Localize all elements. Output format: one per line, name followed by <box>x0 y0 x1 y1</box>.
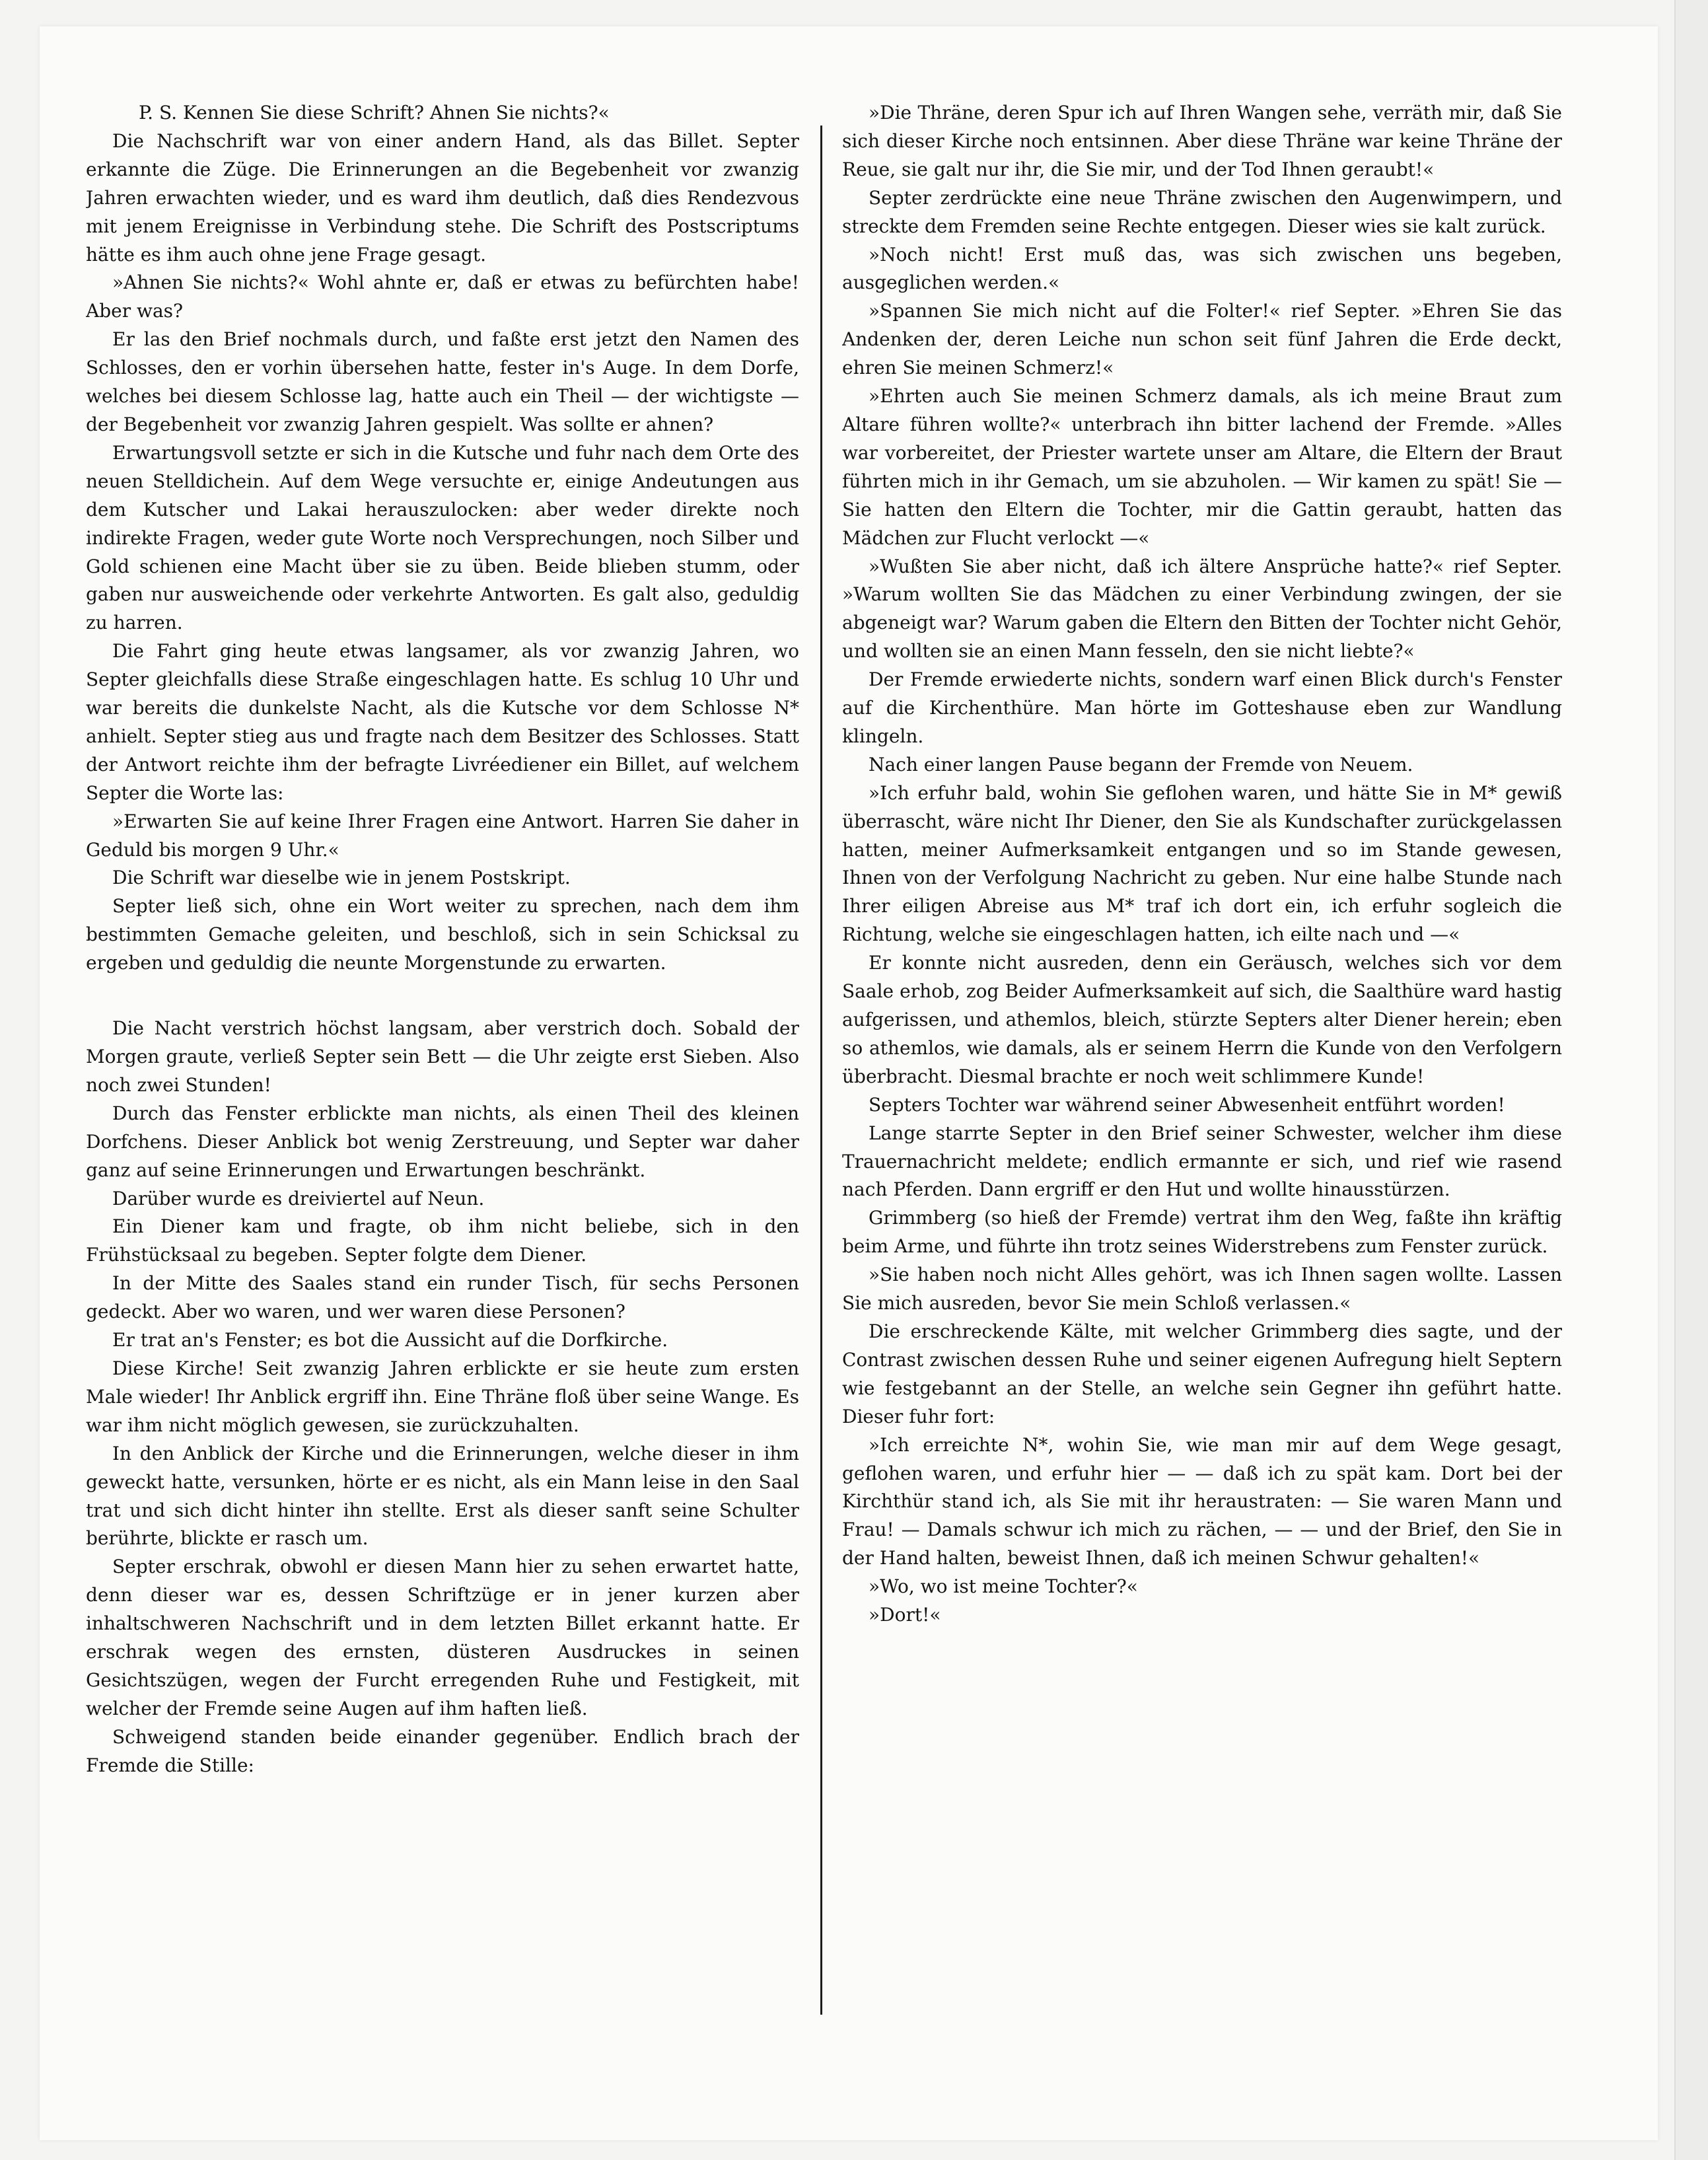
paragraph: »Ich erfuhr bald, wohin Sie geflohen waren, und hätte Sie in M* gewiß überrascht, wäre nicht Ihr Diener, den Sie als Kundschafter zurückgelassen hatten, meiner Aufmerksamkeit entgangen und so im Stande gewesen, Ihnen von der Verfolgung Nachricht zu geben. Nur eine halbe Stunde nach Ihrer eiligen Abreise aus M* traf ich dort ein, ich erfuhr sogleich die Richtung, welche sie eingeschlagen hatten, ich eilte nach und —« <box>842 781 1562 946</box>
paragraph: Erwartungsvoll setzte er sich in die Kutsche und fuhr nach dem Orte des neuen Stelldichein. Auf dem Wege versuchte er, einige Andeutungen aus dem Kutscher und Lakai herauszulocken: aber weder direkte noch indirekte Fragen, weder gute Worte noch Versprechungen, noch Silber und Gold schienen eine Macht über sie zu üben. Beide blieben stumm, oder gaben nur ausweichende oder verkehrte Antworten. Es galt also, geduldig zu harren. <box>86 441 799 634</box>
paragraph: Der Fremde erwiederte nichts, sondern warf einen Blick durch's Fenster auf die Kirchenthüre. Man hörte im Gotteshause eben zur Wandlung klingeln. <box>842 668 1562 747</box>
paragraph: Die Schrift war dieselbe wie in jenem Postskript. <box>112 867 571 889</box>
paragraph: Septer zerdrückte eine neue Thräne zwischen den Augenwimpern, und streckte dem Fremden seine Rechte entgegen. Dieser wies sie kalt zurück. <box>842 186 1562 237</box>
paragraph: »Ehrten auch Sie meinen Schmerz damals, als ich meine Braut zum Altare führen wollte?« unterbrach ihn bitter lachend der Fremde. »Alles war vorbereitet, der Priester wartete unser am Altare, die Eltern der Braut führten mich in ihr Gemach, um sie abzuholen. — Wir kamen zu spät! Sie — Sie hatten den Eltern die Tochter, mir die Gattin geraubt, hatten das Mädchen zur Flucht verlockt —« <box>842 385 1562 549</box>
paragraph: Lange starrte Septer in den Brief seiner Schwester, welcher ihm diese Trauernachricht meldete; endlich ermannte er sich, und rief wie rasend nach Pferden. Dann ergriff er den Hut und wollte hinausstürzen. <box>842 1122 1562 1201</box>
paragraph: Septer erschrak, obwohl er diesen Mann hier zu sehen erwartet hatte, denn dieser war es, dessen Schriftzüge er in jener kurzen aber inhaltschweren Nachschrift und in dem letzten Billet erkannt hatte. Er erschrak wegen des ernsten, düsteren Ausdruckes in seinen Gesichtszügen, wegen der Furcht erregenden Ruhe und Festigkeit, mit welcher der Fremde seine Augen auf ihm haften ließ. <box>86 1556 799 1719</box>
paragraph: Darüber wurde es dreiviertel auf Neun. <box>112 1187 485 1209</box>
paragraph: Die Nachschrift war von einer andern Hand, als das Billet. Septer erkannte die Züge. Die Erinnerungen an die Begebenheit vor zwanzig Jahren erwachten wieder, und es ward ihm deutlich, daß dies Rendezvous mit jenem Ereignisse in Verbindung stehe. Die Schrift des Postscriptums hätte es ihm auch ohne jene Frage gesagt. <box>86 129 799 266</box>
paragraph: In der Mitte des Saales stand ein runder Tisch, für sechs Personen gedeckt. Aber wo waren, und wer waren diese Personen? <box>86 1272 799 1323</box>
paragraph: »Noch nicht! Erst muß das, was sich zwischen uns begeben, ausgeglichen werden.« <box>842 243 1562 294</box>
paragraph: P. S. Kennen Sie diese Schrift? Ahnen Sie nichts?« <box>139 102 610 124</box>
paragraph: Die erschreckende Kälte, mit welcher Grimmberg dies sagte, und der Contrast zwischen dessen Ruhe und seiner eigenen Aufregung hielt Septern wie festgebannt an der Stelle, an welche sein Gegner ihn geführt hatte. Dieser fuhr fort: <box>842 1320 1562 1427</box>
right-column <box>842 99 1562 2081</box>
paragraph: »Dort!« <box>869 1604 941 1626</box>
paragraph: »Erwarten Sie auf keine Ihrer Fragen eine Antwort. Harren Sie daher in Geduld bis morgen 9 Uhr.« <box>86 810 799 861</box>
page-edge <box>1674 0 1708 2160</box>
paragraph: »Wußten Sie aber nicht, daß ich ältere Ansprüche hatte?« rief Septer. »Warum wollten Sie das Mädchen zu einer Verbindung zwingen, der sie abgeneigt war? Warum gaben die Eltern den Bitten der Tochter nicht Gehör, und wollten sie an einen Mann fesseln, den sie nicht liebte?« <box>842 555 1562 663</box>
paragraph: In den Anblick der Kirche und die Erinnerungen, welche dieser in ihm geweckt hatte, versunken, hörte er es nicht, als ein Mann leise in den Saal trat und sich dicht hinter ihn stellte. Erst als dieser sanft seine Schulter berührte, blickte er rasch um. <box>86 1442 799 1550</box>
left-column <box>86 99 799 2081</box>
paragraph: Septers Tochter war während seiner Abwesenheit entführt worden! <box>869 1093 1505 1116</box>
paragraph: Grimmberg (so hieß der Fremde) vertrat ihm den Weg, faßte ihn kräftig beim Arme, und führte ihn trotz seines Widerstrebens zum Fenster zurück. <box>842 1207 1562 1258</box>
paragraph: Septer ließ sich, ohne ein Wort weiter zu sprechen, nach dem ihm bestimmten Gemache geleiten, und beschloß, sich in sein Schicksal zu ergeben und geduldig die neunte Morgenstunde zu erwarten. <box>86 895 799 974</box>
paragraph: Er trat an's Fenster; es bot die Aussicht auf die Dorfkirche. <box>112 1329 668 1351</box>
paragraph: »Spannen Sie mich nicht auf die Folter!« rief Septer. »Ehren Sie das Andenken der, deren Leiche nun schon seit fünf Jahren die Erde deckt, ehren Sie meinen Schmerz!« <box>842 300 1562 379</box>
paragraph: Schweigend standen beide einander gegenüber. Endlich brach der Fremde die Stille: <box>86 1725 799 1776</box>
paragraph: »Sie haben noch nicht Alles gehört, was ich Ihnen sagen wollte. Lassen Sie mich ausreden, bevor Sie mein Schloß verlassen.« <box>842 1264 1562 1314</box>
paragraph: »Wo, wo ist meine Tochter?« <box>869 1575 1138 1598</box>
paragraph: Durch das Fenster erblickte man nichts, als einen Theil des kleinen Dorfchens. Dieser Anblick bot wenig Zerstreuung, und Septer war daher ganz auf seine Erinnerungen und Erwartungen beschränkt. <box>86 1102 799 1181</box>
column-divider <box>820 126 822 2015</box>
paragraph: Er las den Brief nochmals durch, und faßte erst jetzt den Namen des Schlosses, den er vorhin übersehen hatte, fester in's Auge. In dem Dorfe, welches bei diesem Schlosse lag, hatte auch ein Theil — der wichtigste — der Begebenheit vor zwanzig Jahren gespielt. Was sollte er ahnen? <box>86 328 799 435</box>
paragraph: »Ahnen Sie nichts?« Wohl ahnte er, daß er etwas zu befürchten habe! Aber was? <box>86 271 799 322</box>
paragraph: Ein Diener kam und fragte, ob ihm nicht beliebe, sich in den Frühstücksaal zu begeben. Septer folgte dem Diener. <box>86 1215 799 1266</box>
paragraph: Diese Kirche! Seit zwanzig Jahren erblickte er sie heute zum ersten Male wieder! Ihr Anblick ergriff ihn. Eine Thräne floß über seine Wange. Es war ihm nicht möglich gewesen, sie zurückzuhalten. <box>86 1357 799 1436</box>
paragraph: Die Fahrt ging heute etwas langsamer, als vor zwanzig Jahren, wo Septer gleichfalls diese Straße eingeschlagen hatte. Es schlug 10 Uhr und war bereits die dunkelste Nacht, als die Kutsche vor dem Schlosse N* anhielt. Septer stieg aus und fragte nach dem Besitzer des Schlosses. Statt der Antwort reichte ihm der befragte Livréediener ein Billet, auf welchem Septer die Worte las: <box>86 640 799 804</box>
paragraph: Die Nacht verstrich höchst langsam, aber verstrich doch. Sobald der Morgen graute, verließ Septer sein Bett — die Uhr zeigte erst Sieben. Also noch zwei Stunden! <box>86 1017 799 1096</box>
paragraph: Nach einer langen Pause begann der Fremde von Neuem. <box>869 753 1413 775</box>
paragraph: »Die Thräne, deren Spur ich auf Ihren Wangen sehe, verräth mir, daß Sie sich dieser Kirche noch entsinnen. Aber diese Thräne war keine Thräne der Reue, sie galt nur ihr, die Sie mir, und der Tod Ihnen geraubt!« <box>842 102 1562 180</box>
paragraph: Er konnte nicht ausreden, denn ein Geräusch, welches sich vor dem Saale erhob, zog Beider Aufmerksamkeit auf sich, die Saalthüre ward hastig aufgerissen, und athemlos, bleich, stürzte Septers alter Diener herein; eben so athemlos, wie damals, als er seinem Herrn die Kunde von den Verfolgern überbracht. Diesmal brachte er noch weit schlimmere Kunde! <box>842 952 1562 1087</box>
paragraph: »Ich erreichte N*, wohin Sie, wie man mir auf dem Wege gesagt, geflohen waren, und erfuhr hier — — daß ich zu spät kam. Dort bei der Kirchthür stand ich, als Sie mit ihr heraustraten: — Sie waren Mann und Frau! — Damals schwur ich mich zu rächen, — — und der Brief, den Sie in der Hand halten, beweist Ihnen, daß ich meinen Schwur gehalten!« <box>842 1433 1562 1569</box>
